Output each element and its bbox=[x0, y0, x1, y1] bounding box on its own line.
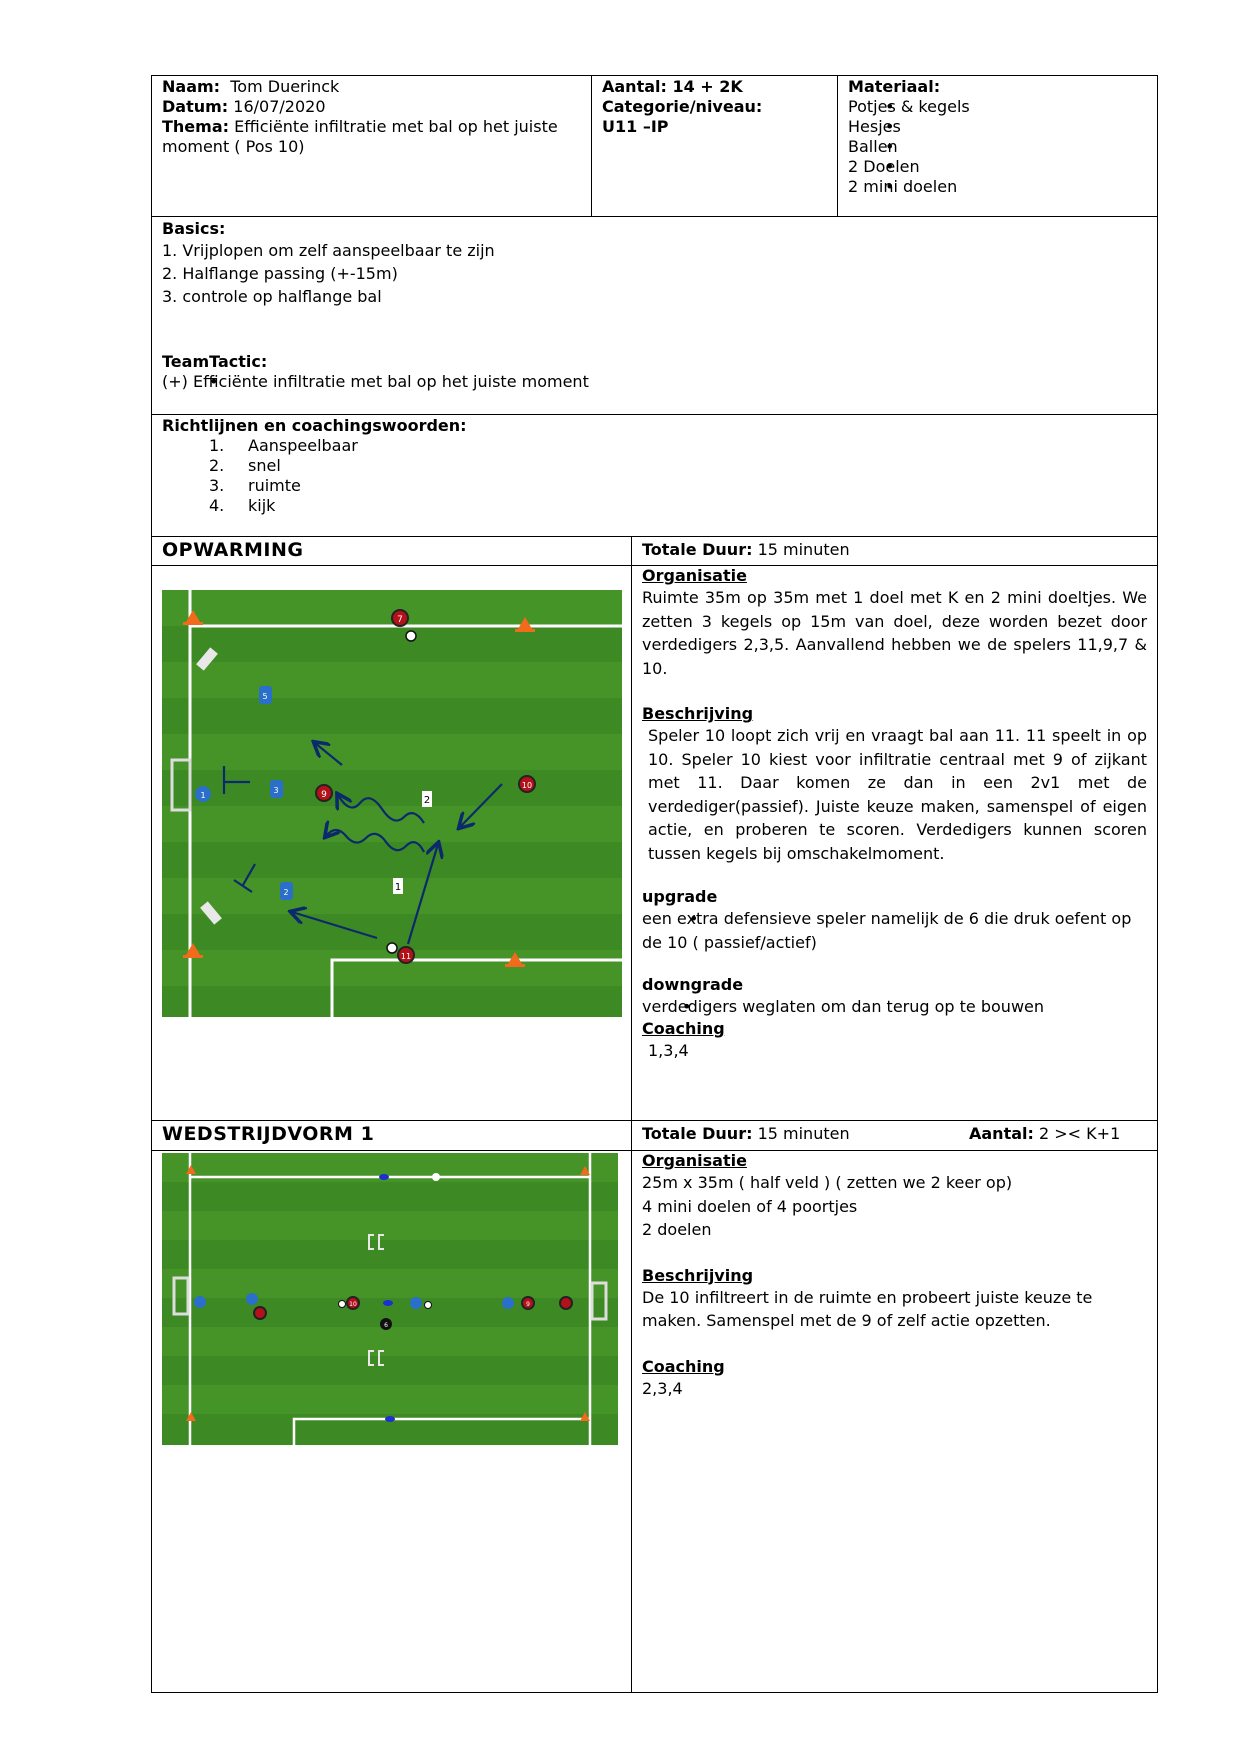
categorie-label: Categorie/niveau: bbox=[602, 97, 763, 116]
organisatie-title: Organisatie bbox=[642, 1151, 747, 1170]
downgrade-item: • verdedigers weglaten om dan terug op te bouwen bbox=[642, 995, 1147, 1019]
svg-text:7: 7 bbox=[397, 615, 403, 625]
materiaal-item: • Ballen bbox=[848, 137, 1147, 157]
player-token bbox=[502, 1297, 514, 1309]
wedstrijd-title: WEDSTRIJDVORM 1 bbox=[162, 1123, 375, 1145]
duur-label: Totale Duur: bbox=[642, 1124, 753, 1143]
niveau-value: U11 –IP bbox=[602, 117, 669, 136]
naam-value: Tom Duerinck bbox=[230, 77, 340, 96]
thema-value: Efficiënte infiltratie met bal op het juiste moment ( Pos 10) bbox=[162, 117, 558, 156]
duur-label: Totale Duur: bbox=[642, 540, 753, 559]
player-token-7 bbox=[391, 609, 409, 627]
coaching-title: Coaching bbox=[642, 1356, 725, 1376]
opwarming-title-cell bbox=[152, 537, 632, 566]
ball-icon bbox=[406, 631, 416, 641]
beschrijving-title: Beschrijving bbox=[642, 704, 754, 723]
player-token-9 bbox=[315, 784, 333, 802]
materiaal-item: • 2 mini doelen bbox=[848, 177, 1147, 197]
svg-text:5: 5 bbox=[262, 692, 268, 701]
materiaal-item: • 2 Doelen bbox=[848, 157, 1147, 177]
svg-text:1: 1 bbox=[200, 791, 206, 800]
datum-value: 16/07/2020 bbox=[233, 97, 326, 116]
basics-row bbox=[152, 217, 1158, 415]
player-token bbox=[194, 1296, 206, 1308]
opwarming-diagram-cell bbox=[152, 566, 632, 1121]
richtlijnen-cell bbox=[152, 415, 1158, 537]
ball-icon bbox=[387, 943, 397, 953]
opwarming-header-row bbox=[152, 537, 1158, 566]
upgrade-title: upgrade bbox=[642, 887, 718, 906]
info-cell bbox=[152, 76, 592, 217]
player-token-2 bbox=[280, 882, 293, 900]
upgrade-item: • een extra defensieve speler namelijk de 6 die druk oefent op de 10 ( passief/actief) bbox=[642, 907, 1147, 955]
richtlijnen-list bbox=[162, 436, 1147, 516]
player-token-1 bbox=[195, 786, 211, 802]
materiaal-label: Materiaal: bbox=[848, 77, 941, 96]
marker-1 bbox=[393, 878, 403, 894]
upgrade-list bbox=[642, 907, 1147, 955]
opwarming-text-cell bbox=[632, 566, 1158, 1121]
downgrade-title: downgrade bbox=[642, 975, 744, 994]
opwarming-duur-cell bbox=[632, 537, 1158, 566]
player-token-5 bbox=[259, 686, 272, 704]
wedstrijd-diagram-cell bbox=[152, 1151, 632, 1693]
downgrade-list bbox=[642, 995, 1147, 1019]
player-token bbox=[559, 1296, 573, 1310]
richtlijn-item: 1. Aanspeelbaar bbox=[209, 436, 358, 455]
organisatie-line: 4 mini doelen of 4 poortjes bbox=[642, 1196, 858, 1216]
wedstrijd-text-cell bbox=[632, 1151, 1158, 1693]
basics-item: 3. controle op halflange bal bbox=[162, 287, 382, 306]
coaching-text: 1,3,4 bbox=[648, 1041, 689, 1060]
wedstrijd-pitch bbox=[162, 1153, 618, 1445]
organisatie-text: Ruimte 35m op 35m met 1 doel met K en 2 mini doeltjes. We zetten 3 kegels op 15m van doel, deze worden bezet door verdedigers 2,3,5. Aanvallend hebben we de spelers 11,9,7 & 10. bbox=[642, 588, 1148, 678]
naam-label: Naam: bbox=[162, 77, 221, 96]
opwarming-pitch bbox=[162, 590, 622, 1017]
beschrijving-title: Beschrijving bbox=[642, 1265, 754, 1285]
player-token bbox=[246, 1293, 258, 1305]
aantal-label: Aantal: bbox=[969, 1124, 1034, 1143]
player-token-3 bbox=[270, 780, 283, 798]
materiaal-item: • Potjes & kegels bbox=[848, 97, 1147, 117]
wedstrijd-title-cell bbox=[152, 1121, 632, 1151]
wedstrijd-content-row bbox=[152, 1151, 1158, 1693]
svg-text:2: 2 bbox=[423, 795, 431, 806]
coaching-text: 2,3,4 bbox=[642, 1378, 683, 1398]
wedstrijd-duur-cell bbox=[632, 1121, 1158, 1151]
coaching-title: Coaching bbox=[642, 1019, 725, 1038]
teamtactic-title: TeamTactic: bbox=[162, 352, 268, 371]
player-token-11 bbox=[397, 946, 415, 964]
player-token-9 bbox=[521, 1296, 535, 1310]
richtlijn-item: 3. ruimte bbox=[209, 476, 301, 495]
wedstrijd-header-row bbox=[152, 1121, 1158, 1151]
organisatie-title: Organisatie bbox=[642, 566, 747, 585]
materiaal-list bbox=[848, 97, 1147, 197]
basics-item: 1. Vrijplopen om zelf aanspeelbaar te zijn bbox=[162, 241, 495, 260]
richtlijnen-row bbox=[152, 415, 1158, 537]
header-row bbox=[152, 76, 1158, 217]
beschrijving-text: De 10 infiltreert in de ruimte en probeert juiste keuze te maken. Samenspel met de 9 of zelf actie opzetten. bbox=[642, 1287, 1093, 1330]
svg-text:9: 9 bbox=[526, 1301, 530, 1308]
ball-icon bbox=[425, 1302, 432, 1309]
beschrijving-text: Speler 10 loopt zich vrij en vraagt bal aan 11. 11 speelt in op 10. Speler 10 kiest voor infiltratie centraal met 9 of zijkant met 11. Daar komen ze dan in een 2v1 met de verdediger(passief). Juiste keuze maken, samenspel of eigen actie, en proberen te scoren. Verdedigers kunnen scoren tussen kegels bij omschakelmoment. bbox=[648, 726, 1148, 863]
player-token-10 bbox=[518, 775, 536, 793]
svg-text:6: 6 bbox=[384, 1322, 388, 1329]
player-token-6 bbox=[380, 1318, 392, 1330]
svg-text:3: 3 bbox=[273, 786, 279, 795]
materiaal-item: • Hesjes bbox=[848, 117, 1147, 137]
svg-text:9: 9 bbox=[321, 790, 327, 800]
aantal-value: 2 >< K+1 bbox=[1039, 1124, 1121, 1143]
duur-value: 15 minuten bbox=[757, 1124, 850, 1143]
duur-value: 15 minuten bbox=[757, 540, 850, 559]
player-token bbox=[253, 1306, 267, 1320]
svg-text:2: 2 bbox=[283, 888, 289, 897]
svg-text:10: 10 bbox=[521, 781, 533, 790]
datum-label: Datum: bbox=[162, 97, 229, 116]
basics-cell bbox=[152, 217, 1158, 415]
thema-label: Thema: bbox=[162, 117, 230, 136]
organisatie-line: 25m x 35m ( half veld ) ( zetten we 2 keer op) bbox=[642, 1173, 1013, 1192]
player-token bbox=[410, 1297, 422, 1309]
richtlijnen-title: Richtlijnen en coachingswoorden: bbox=[162, 416, 467, 435]
aantal-value: Aantal: 14 + 2K bbox=[602, 77, 743, 96]
basics-item: 2. Halflange passing (+-15m) bbox=[162, 264, 398, 283]
svg-text:10: 10 bbox=[349, 1301, 357, 1308]
teamtactic-item: • (+) Efficiënte infiltratie met bal op het juiste moment bbox=[162, 372, 1147, 392]
richtlijn-item: 4. kijk bbox=[209, 496, 276, 515]
opwarming-title: OPWARMING bbox=[162, 539, 304, 561]
svg-text:11: 11 bbox=[400, 952, 412, 961]
basics-title: Basics: bbox=[162, 219, 226, 238]
opwarming-content-row bbox=[152, 566, 1158, 1121]
teamtactic-list bbox=[162, 372, 1147, 392]
ball-icon bbox=[339, 1301, 346, 1308]
session-sheet bbox=[151, 75, 1158, 1693]
richtlijn-item: 2. snel bbox=[209, 456, 281, 475]
organisatie-line: 2 doelen bbox=[642, 1220, 712, 1239]
materiaal-cell bbox=[838, 76, 1158, 217]
svg-text:1: 1 bbox=[394, 882, 402, 893]
aantal-cell bbox=[592, 76, 838, 217]
player-token-10 bbox=[346, 1296, 360, 1310]
marker-2 bbox=[422, 791, 432, 807]
